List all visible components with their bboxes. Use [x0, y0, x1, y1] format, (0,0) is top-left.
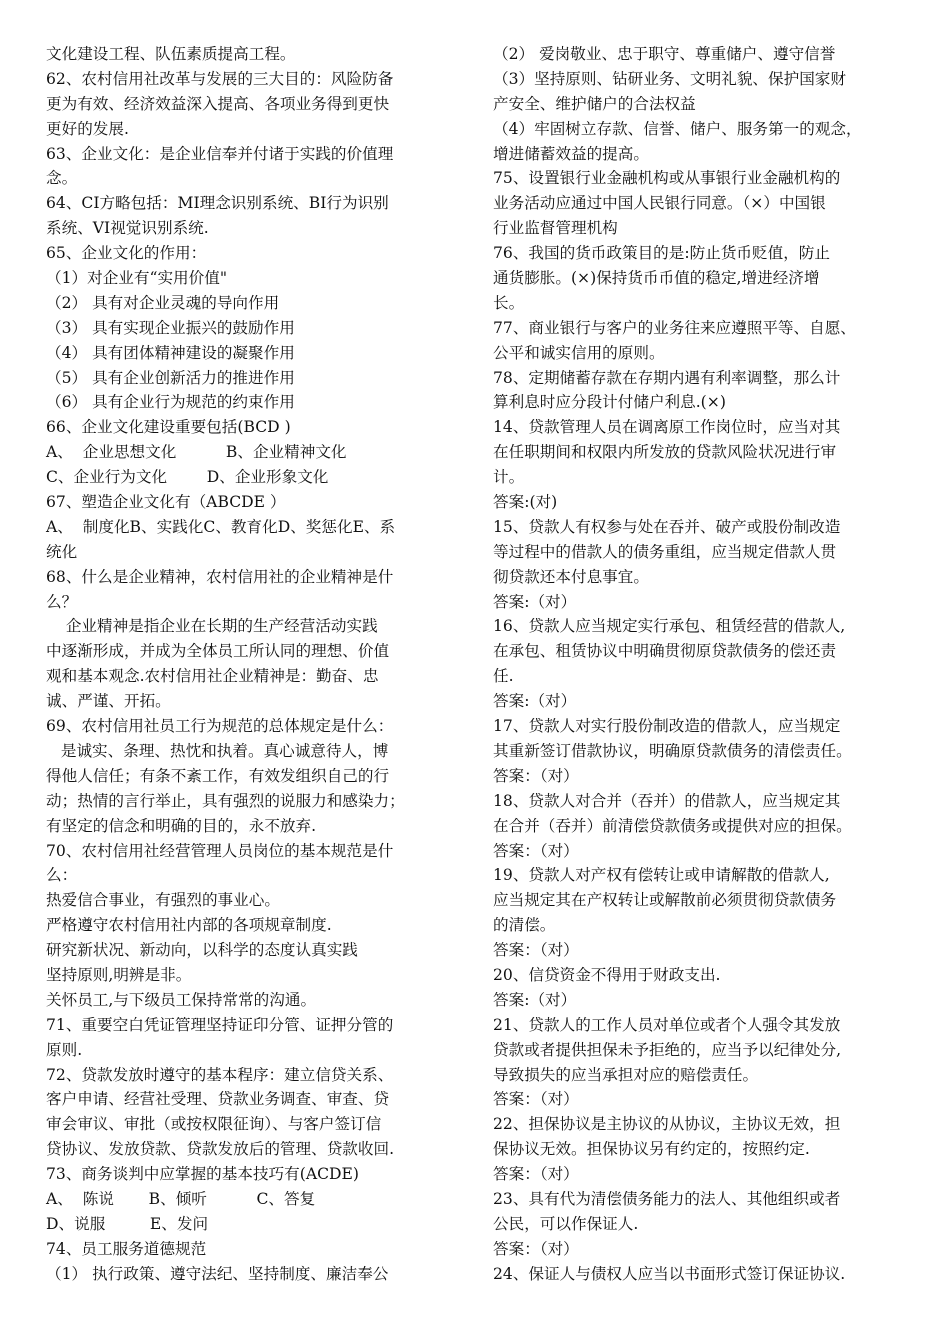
text-line: 长。 [493, 293, 525, 312]
text-line: 的清偿。 [493, 916, 556, 935]
text-line: 产安全、维护储户的合法权益 [493, 94, 696, 113]
text-line: （4）牢固树立存款、信誉、储户、服务第一的观念， [493, 119, 862, 138]
text-line: 客户申请、经营社受理、贷款业务调查、审查、贷 [46, 1090, 390, 1109]
text-line: （1） 执行政策、遵守法纪、坚持制度、廉洁奉公 [46, 1264, 389, 1283]
text-line: 导致损失的应当承担对应的赔偿责任。 [493, 1065, 759, 1084]
right-column [493, 42, 911, 1287]
text-line: （5） 具有企业创新活力的推进作用 [46, 368, 295, 387]
text-line: 通货膨胀。(×)保持货币币值的稳定,增进经济增 [493, 269, 820, 288]
text-line: 是诚实、条理、热忱和执着。真心诚意待人，博 [46, 741, 389, 760]
text-line: 任. [493, 667, 514, 686]
text-line: 彻贷款还本付息事宜。 [493, 567, 649, 586]
text-line: 答案：（对） [493, 766, 579, 785]
text-line: 15、贷款人有权参与处在吞并、破产或股份制改造 [493, 517, 841, 536]
text-line: 17、贷款人对实行股份制改造的借款人，应当规定 [493, 717, 841, 736]
text-line: 有坚定的信念和明确的目的，永不放弃. [46, 816, 317, 835]
text-line: 20、信贷资金不得用于财政支出. [493, 965, 721, 984]
text-line: 在合并（吞并）前清偿贷款债务或提供对应的担保。 [493, 816, 852, 835]
text-line: 14、贷款管理人员在调离原工作岗位时，应当对其 [493, 418, 841, 437]
text-line: 关怀员工,与下级员工保持常常的沟通。 [46, 990, 317, 1009]
text-line: 70、农村信用社经营管理人员岗位的基本规范是什 [46, 841, 394, 860]
text-line: 24、保证人与债权人应当以书面形式签订保证协议. [493, 1264, 846, 1283]
text-line: 16、贷款人应当规定实行承包、租赁经营的借款人, [493, 617, 846, 636]
text-line: 66、企业文化建设重要包括(BCD ) [46, 418, 291, 437]
text-line: （3）坚持原则、钻研业务、文明礼貌、保护国家财 [493, 69, 846, 88]
text-line: 公民，可以作保证人. [493, 1214, 639, 1233]
text-line: （3） 具有实现企业振兴的鼓励作用 [46, 318, 295, 337]
left-column [46, 42, 460, 1287]
text-line: 78、定期储蓄存款在存期内遇有利率调整，那么计 [493, 368, 841, 387]
text-line: 其重新签订借款协议，明确原贷款债务的清偿责任。 [493, 741, 852, 760]
text-line: 文化建设工程、队伍素质提高工程。 [46, 45, 296, 63]
text-line: 企业精神是指企业在长期的生产经营活动实践 [46, 617, 378, 636]
text-line: 23、具有代为清偿债务能力的法人、其他组织或者 [493, 1189, 841, 1208]
text-line: 62、农村信用社改革与发展的三大目的：风险防备 [46, 69, 394, 88]
text-line: 原则. [46, 1040, 83, 1059]
text-line: 在承包、租赁协议中明确贯彻原贷款债务的偿还责 [493, 642, 837, 661]
text-line: 么： [46, 866, 78, 885]
text-line: 71、重要空白凭证管理坚持证印分管、证押分管的 [46, 1015, 394, 1034]
text-line: 19、贷款人对产权有偿转让或申请解散的借款人, [493, 866, 830, 885]
text-line: 中逐渐形成，并成为全体员工所认同的理想、价值 [46, 642, 390, 661]
text-line: C、企业行为文化 D、企业形象文化 [46, 468, 329, 487]
text-line: 么？ [46, 592, 78, 611]
text-line: 77、商业银行与客户的业务往来应遵照平等、自愿、 [493, 318, 856, 337]
text-line: 热爱信合事业，有强烈的事业心。 [46, 891, 280, 910]
text-line: 答案：（对） [493, 941, 579, 960]
text-line: 贷款或者提供担保未予拒绝的，应当予以纪律处分, [493, 1040, 842, 1059]
text-line: 答案：（对） [493, 1090, 579, 1109]
text-line: 75、设置银行业金融机构或从事银行业金融机构的 [493, 169, 841, 188]
text-line: 68、什么是企业精神，农村信用社的企业精神是什 [46, 567, 394, 586]
text-line: 审会审议、审批（或按权限征询）、与客户签订信 [46, 1115, 382, 1134]
text-line: 69、农村信用社员工行为规范的总体规定是什么： [46, 717, 394, 736]
text-line: （2） 爱岗敬业、忠于职守、尊重储户、遵守信誉 [493, 45, 836, 63]
text-line: 答案:（对） [493, 592, 577, 611]
text-line: 等过程中的借款人的债务重组，应当规定借款人贯 [493, 542, 837, 561]
text-line: 答案：（对） [493, 1165, 579, 1184]
text-line: 增进储蓄效益的提高。 [493, 144, 649, 163]
text-line: A、 企业思想文化 B、企业精神文化 [46, 443, 347, 462]
text-line: 贷协议、发放贷款、贷款发放后的管理、贷款收回. [46, 1140, 395, 1159]
text-line: （1）对企业有“实用价值" [46, 269, 228, 288]
text-line: 更为有效、经济效益深入提高、各项业务得到更快 [46, 94, 390, 113]
text-line: 64、CI方略包括：MI理念识别系统、BI行为识别 [46, 194, 389, 213]
text-line: 公平和诚实信用的原则。 [493, 343, 665, 362]
text-line: 行业监督管理机构 [493, 219, 618, 238]
text-line: 答案:(对) [493, 493, 558, 512]
text-line: A、 制度化B、实践化C、教育化D、奖惩化E、系 [46, 517, 396, 536]
text-line: （2） 具有对企业灵魂的导向作用 [46, 293, 280, 312]
text-line: （6） 具有企业行为规范的约束作用 [46, 393, 295, 412]
text-line: 系统、VI视觉识别系统. [46, 219, 209, 238]
text-line: 保协议无效。担保协议另有约定的，按照约定. [493, 1140, 810, 1159]
text-line: 在任职期间和权限内所发放的贷款风险状况进行审 [493, 443, 837, 462]
text-line: 动；热情的言行举止，具有强烈的说服力和感染力； [46, 791, 405, 810]
text-line: 答案：（对） [493, 841, 579, 860]
text-line: 更好的发展. [46, 119, 129, 138]
text-line: 计。 [493, 468, 525, 487]
text-line: 坚持原则,明辨是非。 [46, 965, 192, 984]
text-line: 得他人信任；有条不紊工作，有效发组织自己的行 [46, 766, 390, 785]
text-line: 74、员工服务道德规范 [46, 1239, 207, 1258]
text-line: 严格遵守农村信用社内部的各项规章制度. [46, 916, 332, 935]
text-line: 答案：（对） [493, 1239, 579, 1258]
text-line: 65、企业文化的作用： [46, 244, 207, 263]
text-line: （4） 具有团体精神建设的凝聚作用 [46, 343, 295, 362]
text-line: 观和基本观念.农村信用社企业精神是：勤奋、忠 [46, 667, 379, 686]
text-line: 18、贷款人对合并（吞并）的借款人，应当规定其 [493, 791, 841, 810]
text-line: 念。 [46, 169, 78, 188]
text-line: A、 陈说 B、倾听 C、答复 [46, 1189, 316, 1208]
text-line: 算利息时应分段计付储户利息.(×) [493, 393, 726, 412]
text-line: 统化 [46, 542, 78, 561]
text-line: 业务活动应通过中国人民银行同意。（×）中国银 [493, 194, 826, 213]
text-line: 22、担保协议是主协议的从协议，主协议无效，担 [493, 1115, 841, 1134]
text-line: 63、企业文化：是企业信奉并付诸于实践的价值理 [46, 144, 394, 163]
text-line: D、说服 E、发问 [46, 1214, 209, 1233]
text-line: 76、我国的货币政策目的是:防止货币贬值，防止 [493, 244, 830, 263]
text-line: 研究新状况、新动向，以科学的态度认真实践 [46, 941, 358, 960]
text-line: 应当规定其在产权转让或解散前必须贯彻贷款债务 [493, 891, 837, 910]
text-line: 答案:（对） [493, 990, 577, 1009]
text-line: 73、商务谈判中应掌握的基本技巧有(ACDE) [46, 1165, 359, 1184]
text-line: 72、贷款发放时遵守的基本程序：建立信贷关系、 [46, 1065, 394, 1084]
text-line: 答案:（对） [493, 692, 577, 711]
text-line: 诚、严谨、开拓。 [46, 692, 171, 711]
text-line: 21、贷款人的工作人员对单位或者个人强令其发放 [493, 1015, 841, 1034]
text-line: 67、塑造企业文化有（ABCDE ） [46, 493, 286, 512]
